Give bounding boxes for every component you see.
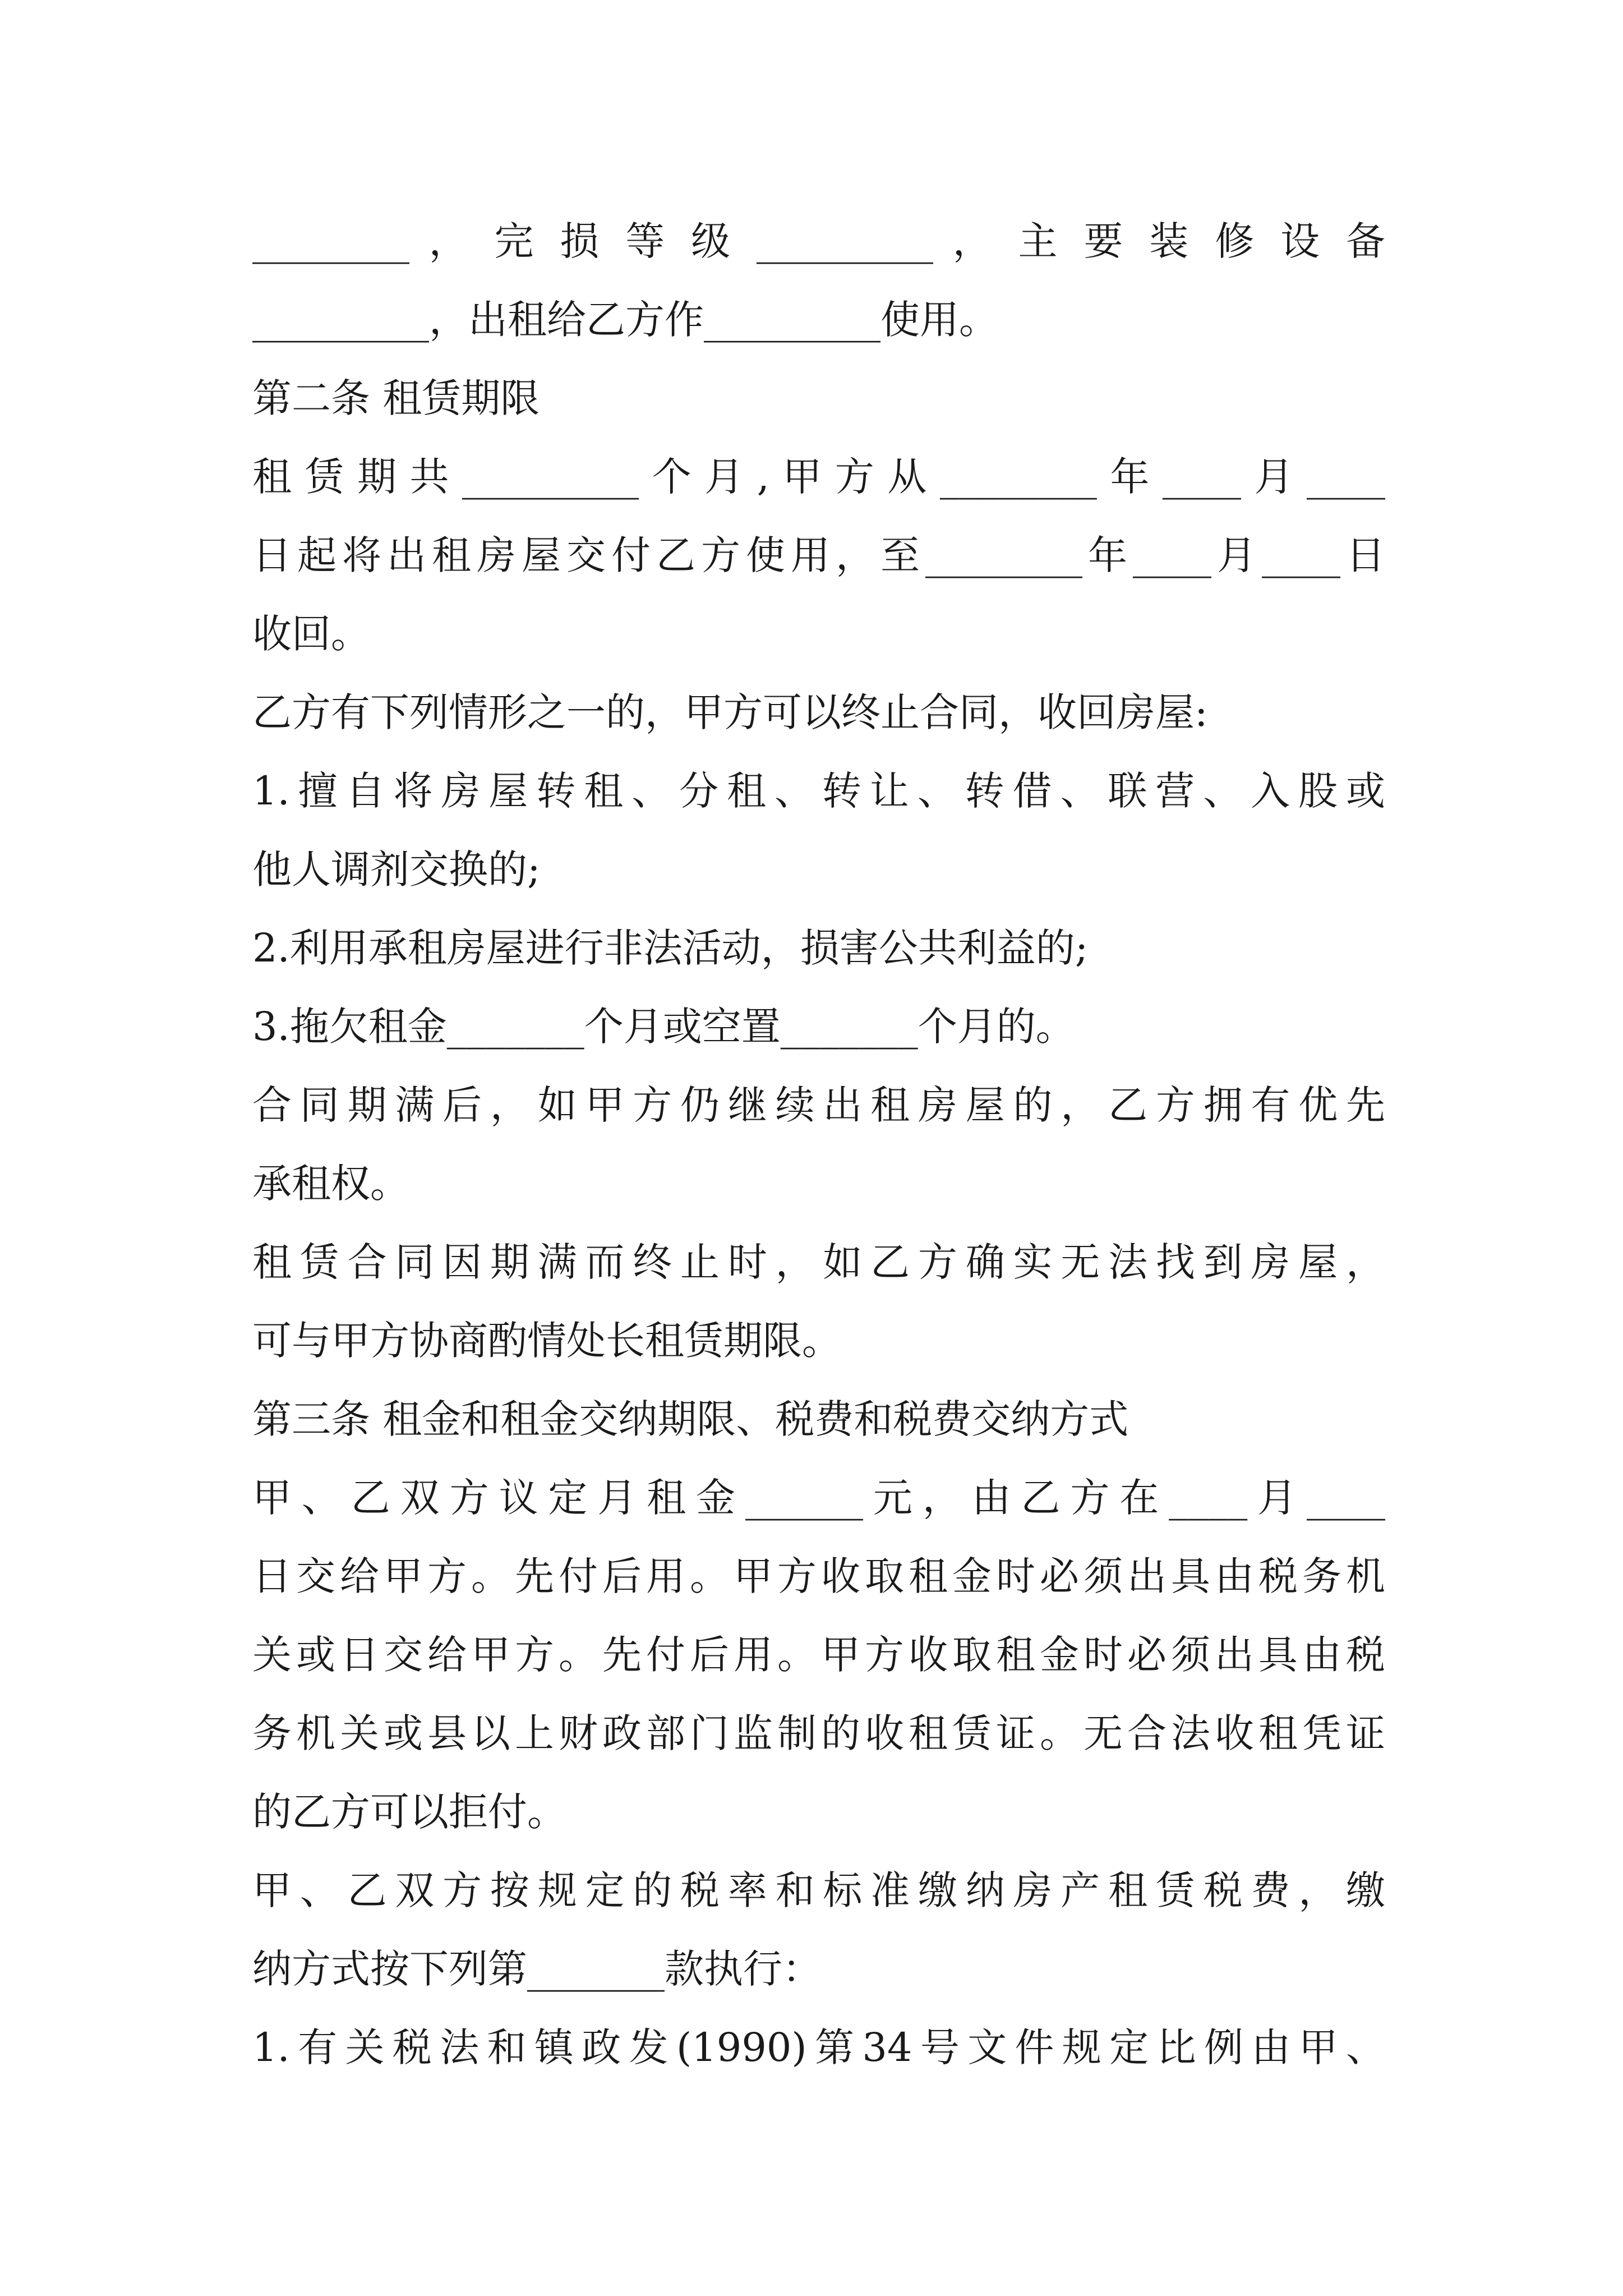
list-item: 3.拖欠租金_______个月或空置_______个月的。	[252, 1004, 1075, 1050]
list-item: 2.利用承租房屋进行非法活动，损害公共利益的;	[252, 925, 1089, 971]
text-line: 日交给甲方。先付后用。甲方收取租金时必须出具由税务机	[252, 1553, 1385, 1599]
text-line: 纳方式按下列第_______款执行：	[252, 1946, 822, 1992]
text-line: 甲、乙双方议定月租金______元，由乙方在____月____	[252, 1475, 1385, 1521]
text-line: _________，出租给乙方作_________使用。	[252, 297, 998, 343]
contract-body	[252, 202, 1385, 2087]
text-line: 甲、乙双方按规定的税率和标准缴纳房产租赁税费，缴	[252, 1867, 1385, 1913]
text-line: 乙方有下列情形之一的，甲方可以终止合同，收回房屋:	[252, 689, 1208, 735]
list-item: 1.有关税法和镇政发(1990)第34号文件规定比例由甲、	[252, 2024, 1385, 2070]
text-line: 的乙方可以拒付。	[252, 1789, 566, 1835]
text-line: 租赁期共_________个月,甲方从________年____月____	[252, 454, 1385, 500]
text-line: 租赁合同因期满而终止时，如乙方确实无法找到房屋，	[252, 1239, 1385, 1285]
text-line: 承租权。	[252, 1161, 409, 1207]
text-line: 关或日交给甲方。先付后用。甲方收取租金时必须出具由税	[252, 1632, 1385, 1678]
text-line: 收回。	[252, 611, 370, 657]
text-line: 可与甲方协商酌情处长租赁期限。	[252, 1318, 841, 1364]
text-line: 合同期满后，如甲方仍继续出租房屋的，乙方拥有优先	[252, 1082, 1385, 1128]
section-heading: 第三条 租金和租金交纳期限、税费和税费交纳方式	[252, 1396, 1129, 1442]
text-line: 务机关或县以上财政部门监制的收租赁证。无合法收租凭证	[252, 1710, 1385, 1756]
text-line: 他人调剂交换的;	[252, 846, 541, 892]
text-line: ________ ， 完 损 等 级 _________ ， 主 要 装 修 设 备	[252, 218, 1385, 264]
text-line: 日起将出租房屋交付乙方使用，至________年____月____日	[252, 532, 1385, 578]
section-heading: 第二条 租赁期限	[252, 375, 540, 421]
list-item: 1.擅自将房屋转租、分租、转让、转借、联营、入股或	[252, 768, 1385, 814]
